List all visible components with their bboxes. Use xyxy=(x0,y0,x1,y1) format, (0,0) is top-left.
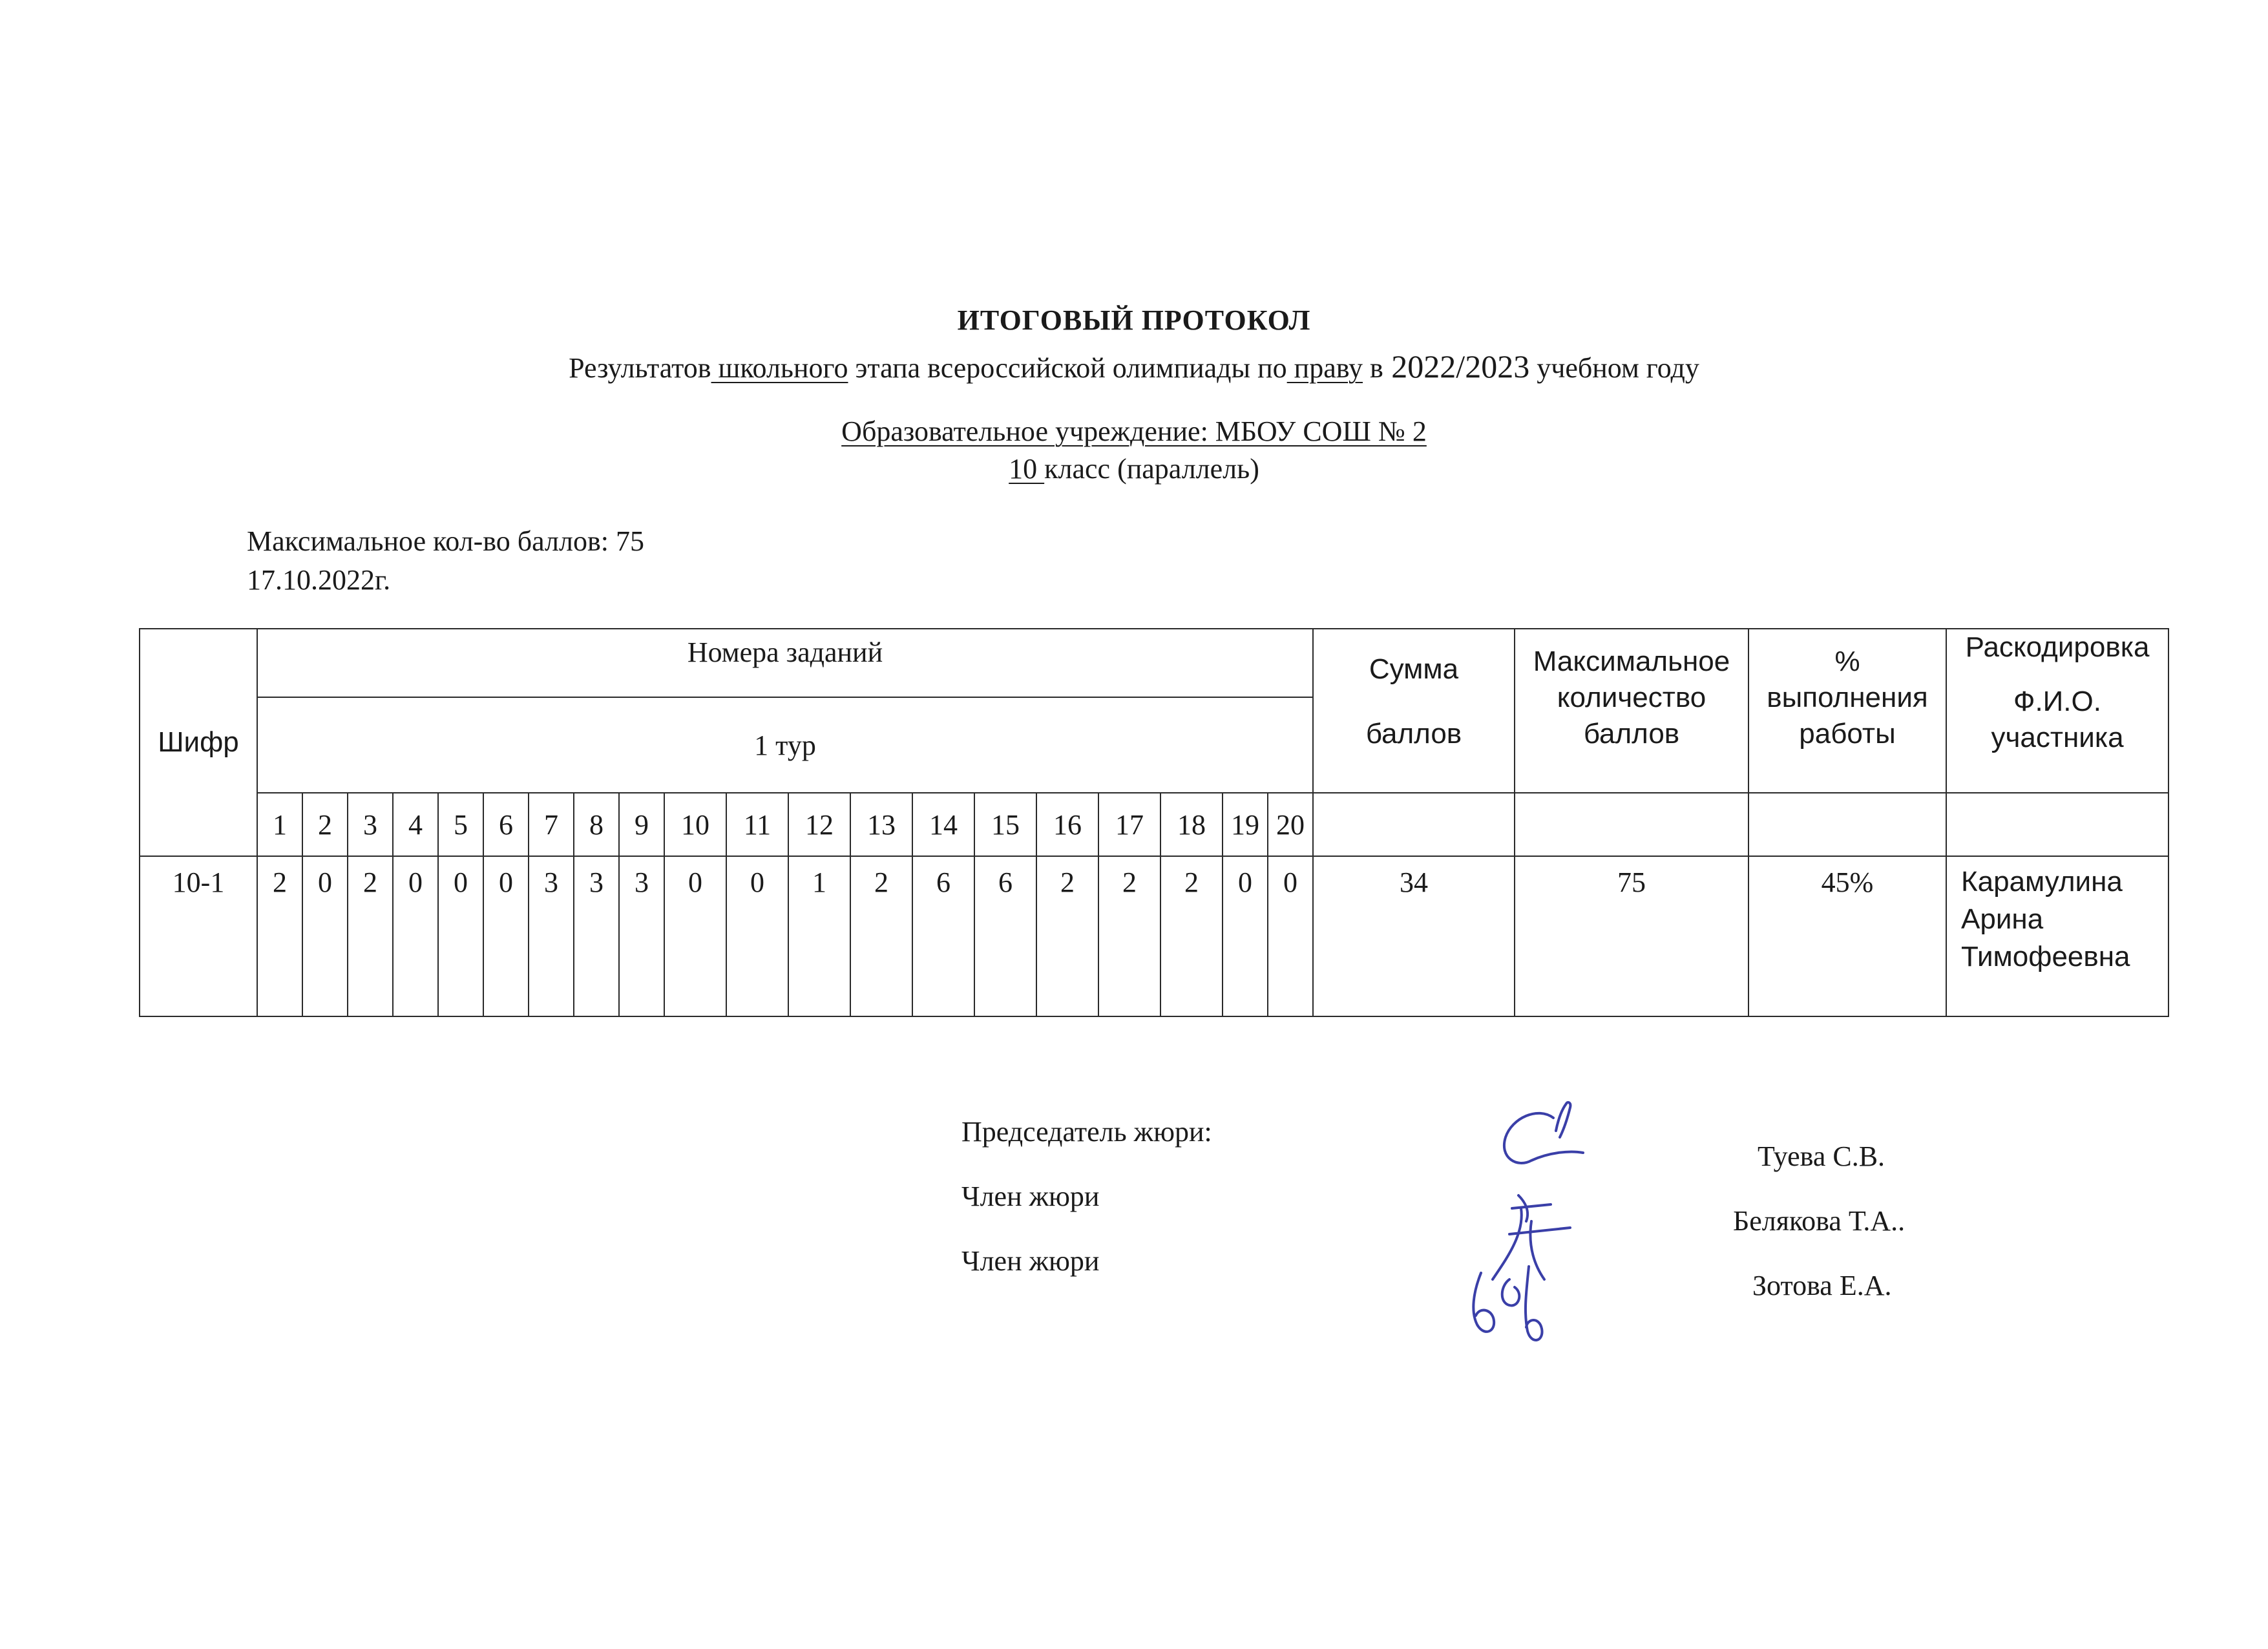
member1-name: Белякова Т.А.. xyxy=(1733,1205,1906,1237)
task-number-cell: 14 xyxy=(912,793,974,856)
task-number-cell: 10 xyxy=(664,793,726,856)
decode-blank-cell xyxy=(1946,793,2168,856)
task-score-cell: 3 xyxy=(529,856,574,1016)
chair-name: Туева С.В. xyxy=(1758,1140,1885,1172)
task-number-cell: 19 xyxy=(1223,793,1268,856)
protocol-meta xyxy=(247,522,644,600)
task-score-cell: 2 xyxy=(348,856,393,1016)
protocol-date: 17.10.2022г. xyxy=(247,564,391,596)
task-score-cell: 0 xyxy=(726,856,788,1016)
subtitle-suffix: учебном году xyxy=(1529,352,1699,384)
participant-surname: Карамулина xyxy=(1961,866,2123,898)
percent-header-line3: работы xyxy=(1799,718,1896,750)
task-number-cell: 3 xyxy=(348,793,393,856)
task-number-cell: 7 xyxy=(529,793,574,856)
sum-cell: 34 xyxy=(1313,856,1515,1016)
task-number-cell: 16 xyxy=(1036,793,1098,856)
max-header-line1: Максимальное xyxy=(1533,646,1730,677)
task-score-cell: 0 xyxy=(664,856,726,1016)
task-number-cell: 2 xyxy=(302,793,348,856)
protocol-subtitle xyxy=(0,348,2268,385)
max-points-text: Максимальное кол-во баллов: 75 xyxy=(247,525,644,557)
max-blank-cell xyxy=(1515,793,1748,856)
cipher-header: Шифр xyxy=(140,629,257,856)
subtitle-in: в xyxy=(1363,352,1383,384)
task-score-cell: 2 xyxy=(1098,856,1160,1016)
task-score-cell: 3 xyxy=(619,856,664,1016)
task-score-cell: 2 xyxy=(1160,856,1223,1016)
member2-label: Член жюри xyxy=(961,1245,1100,1277)
tasks-header: Номера заданий xyxy=(257,629,1313,697)
member1-label: Член жюри xyxy=(961,1181,1100,1212)
task-number-cell: 9 xyxy=(619,793,664,856)
olympiad-subject: праву xyxy=(1286,352,1363,384)
chair-signature xyxy=(1486,1098,1602,1189)
task-number-cell: 12 xyxy=(788,793,850,856)
task-score-cell: 0 xyxy=(393,856,438,1016)
task-score-cell: 0 xyxy=(1268,856,1313,1016)
max-cell: 75 xyxy=(1515,856,1748,1016)
olympiad-stage: школьного xyxy=(711,352,848,384)
decode-header-line1: Раскодировка xyxy=(1965,631,2150,663)
sum-header-line1: Сумма xyxy=(1369,653,1459,685)
percent-header-line2: выполнения xyxy=(1767,682,1928,713)
percent-cell: 45% xyxy=(1748,856,1946,1016)
participant-name-cell xyxy=(1946,856,2168,1016)
task-number-cell: 1 xyxy=(257,793,302,856)
task-number-cell: 8 xyxy=(574,793,619,856)
task-score-cell: 1 xyxy=(788,856,850,1016)
task-score-cell: 0 xyxy=(483,856,529,1016)
sum-blank-cell xyxy=(1313,793,1515,856)
max-header-line3: баллов xyxy=(1583,718,1680,750)
task-score-cell: 0 xyxy=(302,856,348,1016)
task-number-cell: 4 xyxy=(393,793,438,856)
member-signatures xyxy=(1447,1182,1602,1350)
school-name: Образовательное учреждение: МБОУ СОШ № 2 xyxy=(841,415,1427,447)
max-header-line2: количество xyxy=(1557,682,1706,713)
task-number-cell: 17 xyxy=(1098,793,1160,856)
subtitle-prefix: Результатов xyxy=(569,352,711,384)
results-table xyxy=(139,628,2169,1017)
sum-header xyxy=(1313,629,1515,793)
academic-year: 2022/2023 xyxy=(1383,348,1530,384)
task-score-cell: 0 xyxy=(1223,856,1268,1016)
participant-patronymic: Тимофеевна xyxy=(1961,941,2130,972)
member2-name: Зотова Е.А. xyxy=(1752,1270,1892,1301)
task-number-cell: 13 xyxy=(850,793,912,856)
percent-header xyxy=(1748,629,1946,793)
max-header xyxy=(1515,629,1748,793)
table-row xyxy=(140,856,2168,1016)
school-line xyxy=(0,415,2268,448)
chair-label: Председатель жюри: xyxy=(961,1116,1212,1148)
task-score-cell: 0 xyxy=(438,856,483,1016)
task-number-cell: 11 xyxy=(726,793,788,856)
decode-header xyxy=(1946,629,2168,793)
percent-header-line1: % xyxy=(1834,646,1860,677)
grade-number: 10 xyxy=(1009,453,1045,485)
task-number-cell: 6 xyxy=(483,793,529,856)
sum-header-line2: баллов xyxy=(1365,718,1462,750)
task-score-cell: 6 xyxy=(974,856,1036,1016)
grade-line xyxy=(0,452,2268,485)
round-header: 1 тур xyxy=(257,697,1313,793)
decode-header-line3: участника xyxy=(1991,722,2124,753)
task-score-cell: 3 xyxy=(574,856,619,1016)
decode-header-line2: Ф.И.О. xyxy=(2013,686,2101,717)
task-score-cell: 2 xyxy=(1036,856,1098,1016)
task-score-cell: 2 xyxy=(257,856,302,1016)
task-number-cell: 15 xyxy=(974,793,1036,856)
subtitle-mid: этапа всероссийской олимпиады по xyxy=(848,352,1287,384)
task-score-cell: 2 xyxy=(850,856,912,1016)
participant-first-name: Арина xyxy=(1961,903,2044,935)
percent-blank-cell xyxy=(1748,793,1946,856)
task-number-row xyxy=(140,793,2168,856)
task-score-cell: 6 xyxy=(912,856,974,1016)
protocol-title: ИТОГОВЫЙ ПРОТОКОЛ xyxy=(957,304,1311,336)
task-number-cell: 18 xyxy=(1160,793,1223,856)
task-number-cell: 5 xyxy=(438,793,483,856)
cipher-cell: 10-1 xyxy=(140,856,257,1016)
grade-text: класс (параллель) xyxy=(1044,453,1259,485)
task-number-cell: 20 xyxy=(1268,793,1313,856)
